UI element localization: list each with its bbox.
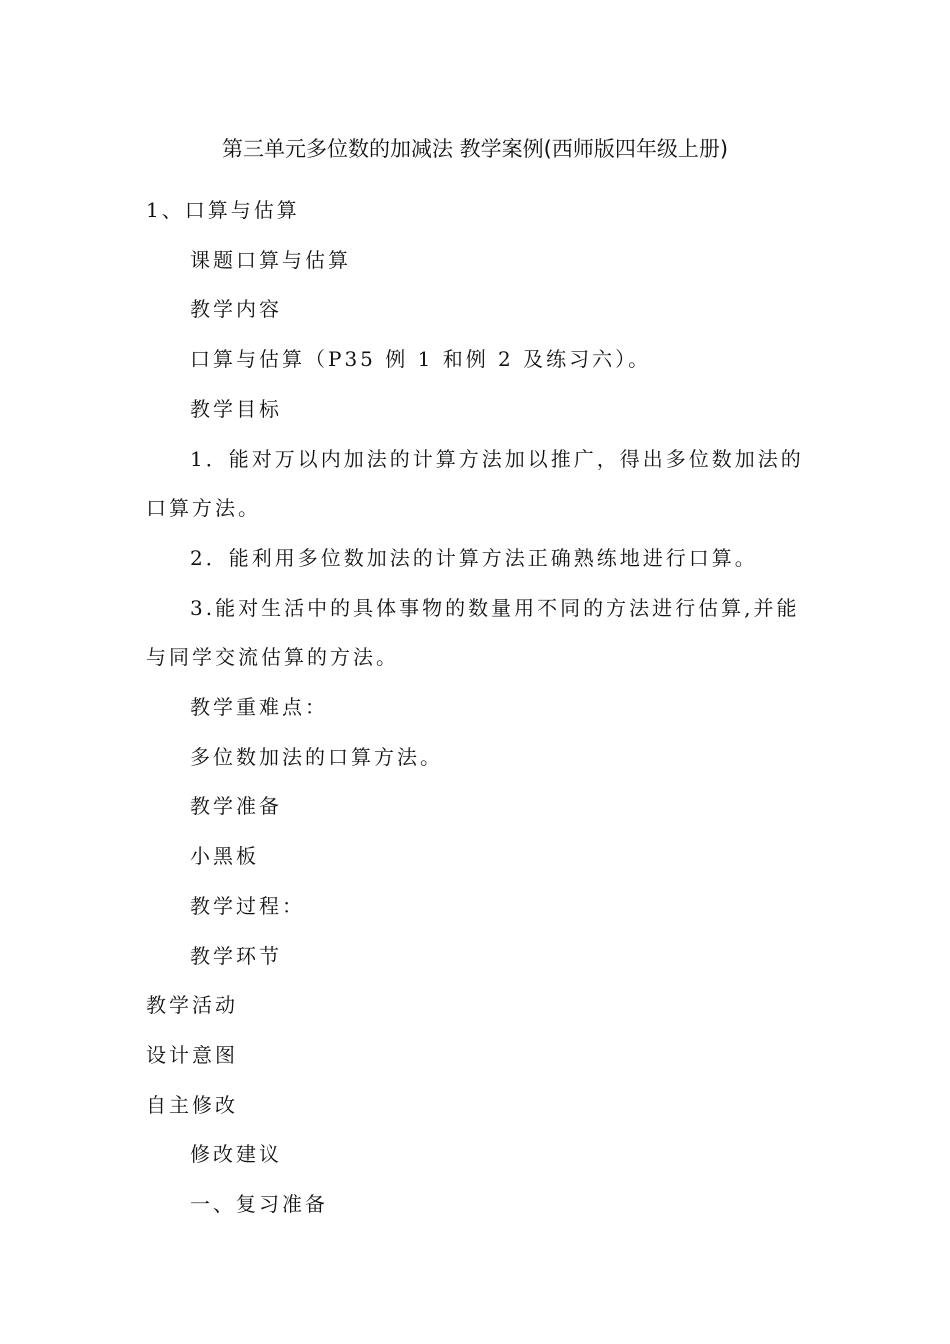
document-body	[146, 186, 810, 1230]
document-title: 第三单元多位数的加减法 教学案例(西师版四年级上册)	[221, 137, 729, 161]
paragraph: 教学重难点：	[190, 695, 328, 720]
paragraph: 教学内容	[190, 297, 282, 322]
paragraph: 自主修改	[146, 1092, 238, 1117]
paragraph: 一、复习准备	[190, 1192, 328, 1217]
paragraph: 设计意图	[146, 1042, 238, 1067]
paragraph: 教学环节	[190, 943, 282, 968]
paragraph: 3.能对生活中的具体事物的数量用不同的方法进行估算,并能与同学交流估算的方法。	[146, 595, 800, 670]
paragraph: 教学目标	[190, 396, 282, 421]
paragraph: 1．能对万以内加法的计算方法加以推广，得出多位数加法的口算方法。	[146, 446, 804, 521]
paragraph: 小黑板	[190, 844, 259, 869]
paragraph: 教学准备	[190, 794, 282, 819]
paragraph: 课题口算与估算	[190, 247, 351, 272]
paragraph: 修改建议	[190, 1142, 282, 1167]
paragraph: 教学活动	[146, 993, 238, 1018]
paragraph: 2．能利用多位数加法的计算方法正确熟练地进行口算。	[190, 545, 758, 570]
paragraph: 口算与估算（P35 例 1 和例 2 及练习六）。	[190, 347, 652, 372]
paragraph: 多位数加法的口算方法。	[190, 744, 443, 769]
paragraph: 教学过程：	[190, 893, 305, 918]
section-heading: 1、口算与估算	[146, 198, 300, 222]
